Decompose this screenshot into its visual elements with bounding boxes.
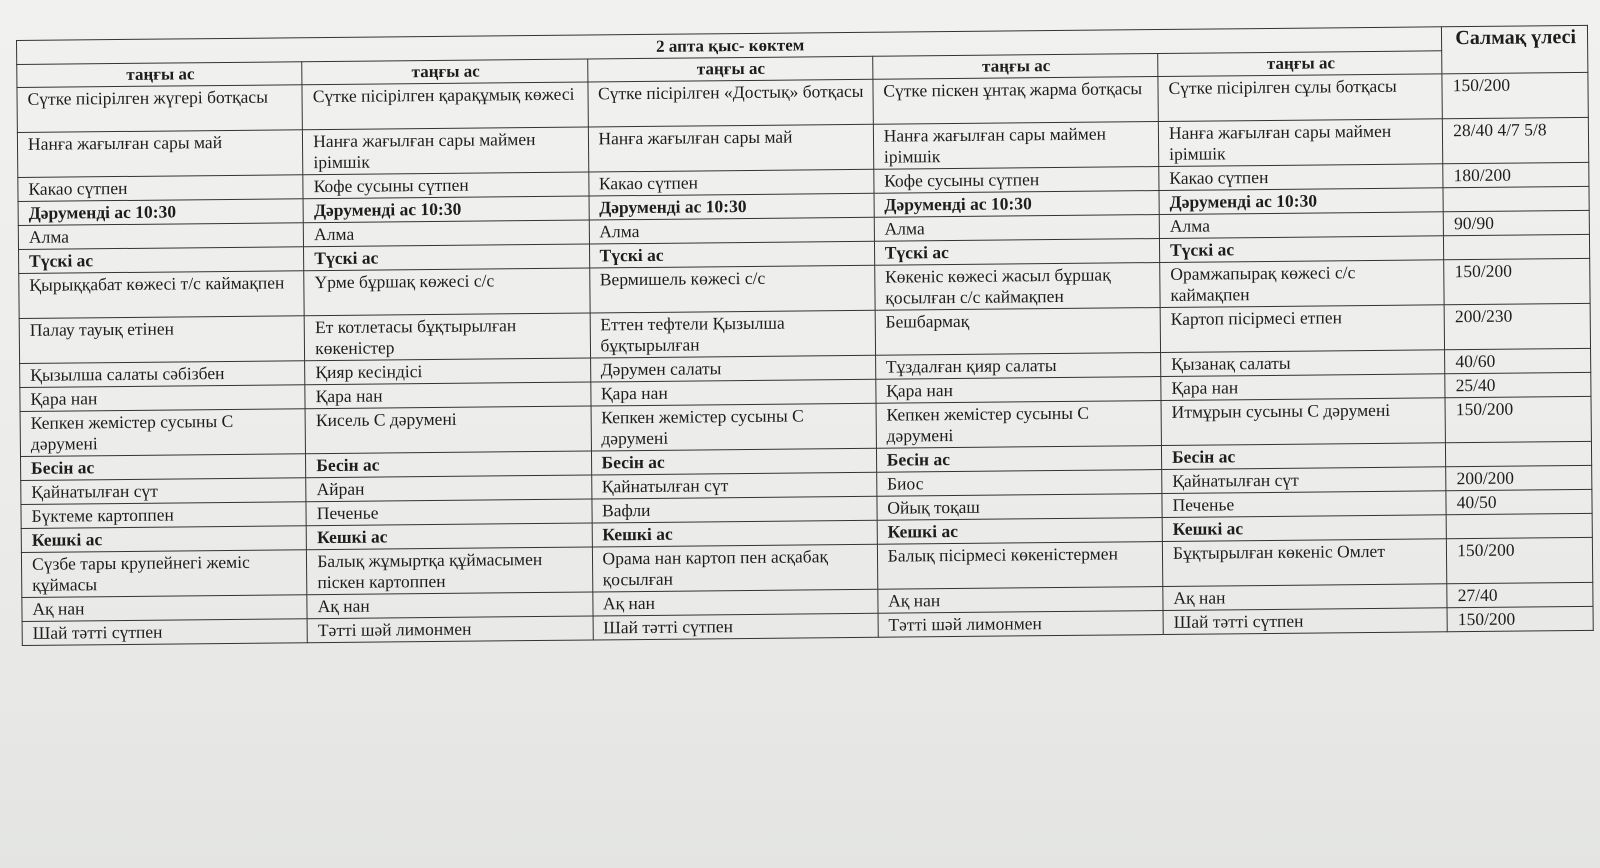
menu-cell: Сүзбе тары крупейнегі жеміс құймасы [21, 550, 307, 598]
menu-cell: Кисель С дәрумені [305, 406, 591, 454]
meal-section-label: Кешкі ас [877, 518, 1162, 545]
meal-section-label: Түскі ас [19, 247, 304, 274]
menu-cell: Кофе сусыны сүтпен [303, 172, 588, 199]
menu-cell: Еттен тефтели Қызылша бұқтырылған [590, 310, 876, 358]
weight-cell [1444, 234, 1590, 259]
day-header: таңғы ас [872, 54, 1157, 80]
menu-cell: Алма [589, 217, 874, 244]
weight-cell: 200/230 [1444, 303, 1590, 349]
menu-cell: Көкеніс көжесі жасыл бұршақ қосылған с/с каймақпен [874, 263, 1160, 311]
meal-section-label: Дәруменді ас 10:30 [589, 193, 874, 220]
menu-cell: Ойық тоқаш [877, 494, 1162, 521]
menu-cell: Алма [874, 215, 1159, 242]
menu-cell: Қара нан [20, 385, 305, 412]
menu-cell: Ақ нан [22, 595, 307, 622]
menu-cell: Печенье [1162, 491, 1446, 518]
menu-cell: Қызанақ салаты [1161, 350, 1445, 377]
menu-cell: Айран [306, 475, 591, 502]
menu-cell: Қайнатылған сүт [21, 478, 306, 505]
menu-cell: Бұқтырылған көкеніс Омлет [1162, 539, 1447, 587]
meal-section-label: Түскі ас [874, 239, 1159, 266]
menu-cell: Нанға жағылған сары маймен ірімшік [873, 122, 1159, 170]
menu-cell: Сүтке пісірілген қарақұмық көжесі [302, 82, 588, 130]
menu-cell: Сүтке піскен ұнтақ жарма ботқасы [873, 77, 1159, 125]
meal-section-label: Түскі ас [1159, 236, 1443, 263]
menu-cell: Сүтке пісірілген сұлы ботқасы [1158, 74, 1443, 122]
weight-cell: 90/90 [1443, 210, 1589, 235]
menu-cell: Биос [876, 470, 1161, 497]
meal-section-label: Дәруменді ас 10:30 [1159, 188, 1443, 215]
weight-cell: 150/200 [1445, 396, 1591, 442]
menu-cell: Итмұрын сусыны С дәрумені [1161, 398, 1446, 446]
weight-cell [1446, 441, 1592, 466]
table-title: 2 апта қыс- көктем [17, 27, 1442, 65]
weight-cell: 150/200 [1447, 606, 1593, 631]
day-header: таңғы ас [17, 62, 302, 88]
menu-cell: Кепкен жемістер сусыны С дәрумені [876, 401, 1162, 449]
menu-cell: Ақ нан [1163, 584, 1447, 611]
menu-cell: Нанға жағылған сары маймен ірімшік [1158, 119, 1443, 167]
menu-sheet [16, 25, 1594, 700]
menu-cell: Шай тәтті сүтпен [1163, 608, 1447, 635]
meal-section-label: Кешкі ас [592, 520, 877, 547]
menu-cell: Тәтті шәй лимонмен [307, 616, 592, 643]
menu-cell: Кофе сусыны сүтпен [874, 167, 1159, 194]
menu-cell: Ақ нан [878, 587, 1163, 614]
weight-cell: 28/40 4/7 5/8 [1443, 117, 1589, 163]
meal-section-label: Бесін ас [591, 448, 876, 475]
menu-cell: Вафли [591, 496, 876, 523]
day-header: таңғы ас [302, 59, 587, 85]
menu-cell: Қырыққабат көжесі т/с каймақпен [19, 271, 305, 319]
menu-cell: Ақ нан [592, 589, 877, 616]
meal-section-label: Кешкі ас [21, 526, 306, 553]
menu-cell: Шай тәтті сүтпен [593, 613, 878, 640]
menu-cell: Тұздалған қияр салаты [875, 353, 1160, 380]
weight-cell: 27/40 [1447, 582, 1593, 607]
menu-cell: Шай тәтті сүтпен [22, 619, 307, 646]
meal-section-label: Түскі ас [589, 241, 874, 268]
menu-cell: Ет котлетасы бұқтырылған көкеністер [304, 313, 590, 361]
menu-cell: Алма [18, 223, 303, 250]
menu-cell: Картоп пісірмесі етпен [1160, 305, 1445, 353]
menu-cell: Кепкен жемістер сусыны С дәрумені [591, 403, 877, 451]
menu-cell: Үрме бұршақ көжесі с/с [304, 268, 590, 316]
menu-cell: Қара нан [876, 377, 1161, 404]
day-header: таңғы ас [1158, 51, 1442, 77]
weight-cell: 150/200 [1442, 72, 1588, 118]
menu-cell: Орама нан картоп пен асқабақ қосылған [592, 544, 878, 592]
meal-section-label: Бесін ас [306, 451, 591, 478]
meal-section-label: Кешкі ас [1162, 515, 1446, 542]
day-header: таңғы ас [587, 56, 872, 82]
weight-header: Салмақ үлесі [1442, 25, 1588, 73]
menu-cell: Қайнатылған сүт [1162, 467, 1446, 494]
menu-cell: Какао сүтпен [18, 175, 303, 202]
menu-cell: Нанға жағылған сары май [17, 130, 303, 178]
menu-cell: Палау тауық етінен [19, 316, 305, 364]
menu-cell: Печенье [306, 499, 591, 526]
weight-cell: 25/40 [1445, 372, 1591, 397]
menu-cell: Нанға жағылған сары май [588, 124, 874, 172]
menu-cell: Сүтке пісірілген «Достық» ботқасы [587, 79, 873, 127]
meal-section-label: Кешкі ас [306, 523, 591, 550]
weight-cell: 180/200 [1443, 162, 1589, 187]
meal-section-label: Бесін ас [20, 454, 305, 481]
weight-cell: 40/50 [1446, 489, 1592, 514]
menu-cell: Балық жұмыртқа құймасымен піскен картоппен [307, 547, 593, 595]
weight-cell: 150/200 [1447, 537, 1593, 583]
menu-cell: Тәтті шәй лимонмен [878, 611, 1163, 638]
menu-cell: Балық пісірмесі көкеністермен [877, 542, 1163, 590]
menu-cell: Какао сүтпен [588, 169, 873, 196]
meal-section-label: Дәруменді ас 10:30 [303, 196, 588, 223]
menu-cell: Орамжапырақ көжесі с/с каймақпен [1160, 260, 1445, 308]
menu-cell: Қара нан [1161, 374, 1445, 401]
meal-section-label: Дәруменді ас 10:30 [874, 191, 1159, 218]
weight-cell [1443, 186, 1589, 211]
weight-cell: 150/200 [1444, 258, 1590, 304]
weight-cell: 200/200 [1446, 465, 1592, 490]
menu-cell: Алма [304, 220, 589, 247]
meal-section-label: Бесін ас [1161, 443, 1445, 470]
menu-table [16, 25, 1594, 646]
weight-cell [1446, 513, 1592, 538]
meal-section-label: Түскі ас [304, 244, 589, 271]
meal-section-label: Дәруменді ас 10:30 [18, 199, 303, 226]
menu-cell: Қияр кесіндісі [305, 358, 590, 385]
menu-cell: Какао сүтпен [1159, 164, 1443, 191]
menu-cell: Қара нан [305, 382, 590, 409]
menu-cell: Бешбармақ [875, 308, 1161, 356]
menu-cell: Бүктеме картоппен [21, 502, 306, 529]
menu-cell: Нанға жағылған сары маймен ірімшік [303, 127, 589, 175]
menu-cell: Қайнатылған сүт [591, 472, 876, 499]
menu-cell: Дәрумен салаты [590, 355, 875, 382]
menu-cell: Вермишель көжесі с/с [589, 265, 875, 313]
menu-cell: Қызылша салаты сәбізбен [20, 361, 305, 388]
menu-cell: Ақ нан [307, 592, 592, 619]
weight-cell: 40/60 [1445, 348, 1591, 373]
meal-section-label: Бесін ас [876, 446, 1161, 473]
menu-cell: Сүтке пісірілген жүгері ботқасы [17, 85, 303, 133]
menu-cell: Алма [1159, 212, 1443, 239]
menu-cell: Қара нан [590, 379, 875, 406]
menu-cell: Кепкен жемістер сусыны С дәрумені [20, 409, 306, 457]
